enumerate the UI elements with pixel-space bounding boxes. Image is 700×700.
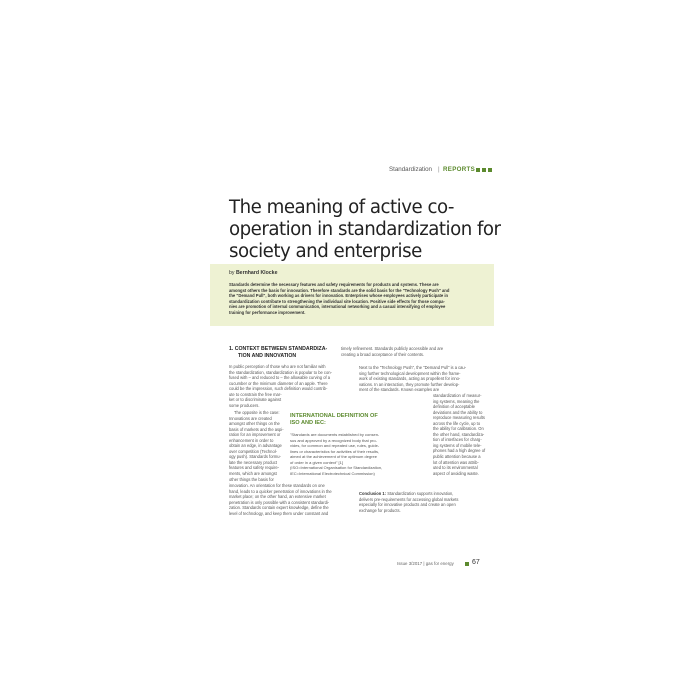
page-footer — [397, 560, 491, 568]
body-line: fused with – and reduced to – the allowable curving of a — [229, 375, 331, 381]
body-line: ment of the standards. Known examples are — [359, 387, 440, 393]
category-label: REPORTS — [443, 166, 476, 173]
body-line: penetration is only possible with a consistent standardi- — [229, 499, 330, 505]
body-line: creating a broad acceptance of their contents. — [341, 351, 425, 357]
body-line: across the life cycle, up to — [433, 420, 481, 426]
heading-line: TION AND INNOVATION — [238, 352, 297, 359]
body-line: could be the impression, such definition would contrib- — [229, 386, 328, 392]
conclusion-paragraph — [359, 491, 491, 513]
definition-line: lines or characteristics for activities of their results, — [290, 448, 380, 454]
body-line: ing systems, meaning the — [433, 398, 480, 404]
title-line: operation in standardization for — [229, 219, 501, 240]
abstract-line: amongst others the basis for innovation. Therefore standards are the solid basis for the "Technology Push" and — [229, 287, 450, 293]
square-icon — [482, 168, 486, 172]
abstract-line: training for performance improvement. — [229, 309, 306, 315]
abstract-line: standardization contribute to strengthening the individual site location. Positive side effects for those compa- — [229, 298, 445, 304]
body-line: obtain an edge, in advantage — [229, 443, 282, 449]
square-icon — [476, 168, 480, 172]
definition-title — [290, 413, 378, 426]
author-name: Bernhard Klocke — [235, 270, 278, 276]
issue-label: Issue 3/2017 | gas for energy — [397, 561, 454, 566]
conclusion-label: Conclusion 1: — [359, 491, 387, 496]
definition-line: (ISO=International Organisation for Standardization, — [290, 465, 383, 470]
section-label: Standardization — [389, 166, 432, 173]
body-line: some producers. — [229, 402, 260, 408]
body-line: The opposite is the case: — [234, 410, 280, 415]
body-line: features and safety require- — [229, 465, 280, 471]
body-line: tion of interfaces for charg- — [433, 437, 482, 443]
square-icon — [488, 168, 492, 172]
body-line: delivers pre-requirements for accessing global markets — [359, 496, 459, 502]
definition-text — [290, 432, 383, 476]
body-line: the ability for calibration. On — [433, 426, 484, 432]
body-line: enhancement in order to — [229, 437, 274, 443]
article-title — [229, 197, 501, 263]
body-line: standardization of measur- — [433, 393, 482, 398]
body-text-column-2-top — [341, 346, 449, 357]
square-icon — [465, 562, 469, 566]
body-line: basis of markets and the aspi- — [229, 426, 284, 432]
body-line: In public perception of those who are not familiar with — [229, 364, 326, 369]
body-line: ket or to discriminate against — [229, 397, 282, 403]
page-number: 67 — [472, 559, 480, 566]
body-line: vations. In an interaction, they promote further develop- — [359, 381, 460, 387]
abstract — [229, 282, 487, 316]
body-line: other things the basis for — [229, 476, 274, 482]
definition-line: sus and approved by a recognized body that pro- — [290, 437, 377, 443]
header-separator: | — [438, 166, 440, 173]
body-line: definition of acceptable — [433, 404, 475, 410]
abstract-line: Standards determine the necessary features and safety requirements for products and systems. These are — [229, 282, 439, 287]
body-line: hand, leads to a quicker penetration of innovations in the — [229, 488, 332, 494]
body-line: phones had a high degree of — [433, 448, 486, 454]
title-line: society and enterprise — [229, 241, 422, 262]
body-line: innovation. An orientation for these standards on one — [229, 483, 325, 488]
body-line: uted to its environmental — [433, 465, 478, 471]
body-text-column-3 — [359, 365, 491, 393]
body-line: reproduce measuring results — [433, 415, 485, 421]
body-line: the other hand, standardiza- — [433, 431, 485, 437]
heading-line: 1. CONTEXT BETWEEN STANDARDIZA- — [229, 346, 328, 352]
body-line: Next to the "Technology Push", the "Demand Pull" is a cau- — [359, 365, 467, 370]
definition-line: IEC=International Electrotechnical Commission) — [290, 470, 375, 476]
body-line: over competition (Technol- — [229, 448, 278, 454]
body-line: zation. Standards contain expert knowledge, define the — [229, 505, 329, 511]
body-line: market place; on the other hand, an extensive market — [229, 494, 326, 500]
body-text-column-1-end — [229, 483, 336, 516]
definition-line: "Standards are documents established by consen- — [290, 432, 380, 437]
conclusion-text: Standardization supports innovation, — [386, 491, 454, 496]
body-line: sing further technological development within the frame- — [359, 370, 461, 376]
byline — [229, 270, 277, 276]
abstract-line: nies are promotion of internal communication, international networking and a casual intensifying of employee — [229, 304, 446, 310]
body-line: public attention because a — [433, 454, 481, 460]
body-line: amongst other things on the — [229, 421, 280, 427]
definition-line: vides, for common and repeated use, rules, guide- — [290, 443, 380, 448]
abstract-line: the "Demand Pull", both working as drivers for innovation. Enterprises whose employees actively participate in — [229, 293, 449, 299]
section-heading — [229, 346, 335, 359]
body-text-column-3-narrow — [433, 393, 491, 476]
body-line: ration for an improvement or — [229, 432, 281, 438]
body-line: ogy push). Standards formu- — [229, 454, 281, 460]
definition-title-line: INTERNATIONAL DEFINITION OF — [290, 413, 378, 419]
definition-title-line: ISO AND IEC: — [290, 419, 326, 426]
definition-line: aimed at the achievement of the optimum degree — [290, 454, 377, 459]
body-line: ments, which are amongst — [229, 471, 277, 477]
body-line: lot of attention was attrib- — [433, 459, 479, 465]
body-line: the standardization, standardization is popular to be con- — [229, 369, 332, 375]
body-line: aspect of avoiding waste. — [433, 470, 479, 476]
page-header — [389, 166, 494, 176]
body-line: ute to constrain the free mar- — [229, 391, 282, 397]
body-line: level of technology, and keep them under constant and — [229, 510, 329, 516]
body-line: Innovations are created — [229, 415, 272, 421]
body-line: late the necessary product — [229, 459, 278, 465]
body-line: work of existing standards, acting as propellent for inno- — [359, 376, 461, 382]
byline-prefix: by — [229, 270, 235, 276]
body-line: deviations and the ability to — [433, 409, 483, 415]
body-line: timely refinement. Standards publicly accessible and are — [341, 346, 444, 351]
body-line: ing systems of mobile tele- — [433, 442, 482, 448]
definition-line: of order in a given context" [1] — [290, 459, 344, 465]
body-line: exchange for products. — [359, 507, 401, 513]
title-line: The meaning of active co- — [229, 197, 454, 218]
body-text-column-1 — [229, 364, 336, 408]
body-line: especially for innovative products and create an open — [359, 502, 456, 508]
body-line: cucumber or the minimum diameter of an apple. There — [229, 380, 328, 386]
